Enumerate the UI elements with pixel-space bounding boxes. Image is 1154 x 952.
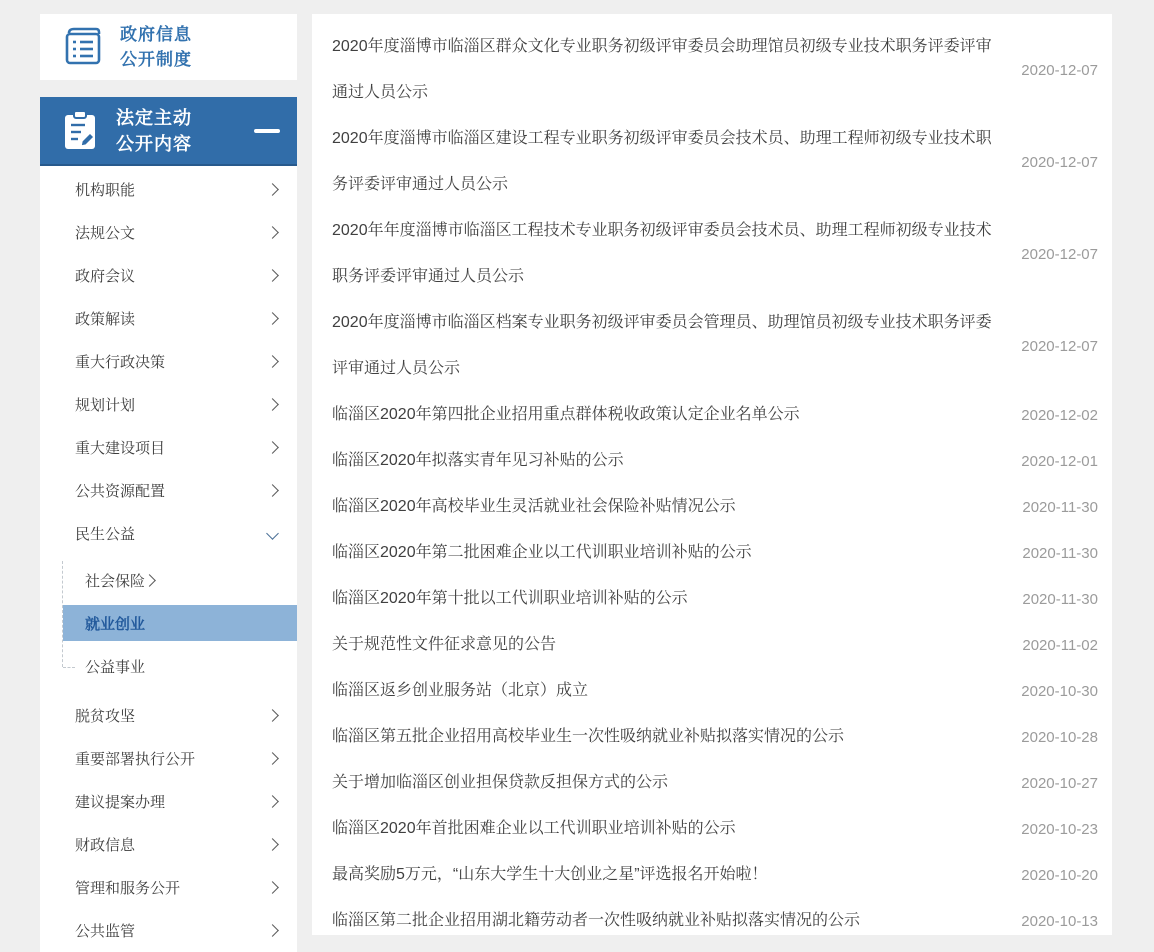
article-link[interactable]: 2020年度淄博市临淄区档案专业职务初级评审委员会管理员、助理馆员初级专业技术职务评委评审通过人员公示: [332, 314, 992, 377]
chevron-right-icon: [143, 574, 156, 587]
sidebar-item-13[interactable]: [40, 823, 297, 866]
article-date: 2020-12-07: [1021, 153, 1098, 171]
article-link[interactable]: 关于增加临淄区创业担保贷款反担保方式的公示: [332, 774, 669, 791]
article-row-10: [332, 622, 1098, 668]
article-link[interactable]: 临淄区2020年拟落实青年见习补贴的公示: [332, 452, 624, 469]
sidebar-item-label: 政府会议: [75, 268, 136, 285]
article-row-11: [332, 668, 1098, 714]
article-link[interactable]: 关于规范性文件征求意见的公告: [332, 636, 557, 653]
chevron-right-icon: [266, 881, 279, 894]
article-row-4: [332, 300, 1098, 392]
sidebar-item-9[interactable]: [40, 512, 297, 555]
sidebar-item-label: 政策解读: [75, 311, 136, 328]
article-link[interactable]: 2020年度淄博市临淄区群众文化专业职务初级评审委员会助理馆员初级专业技术职务评委评审通过人员公示: [332, 38, 992, 101]
article-date: 2020-11-30: [1022, 544, 1098, 562]
article-row-13: [332, 760, 1098, 806]
article-date: 2020-12-07: [1021, 337, 1098, 355]
chevron-down-icon: [266, 527, 279, 540]
article-link[interactable]: 临淄区第二批企业招用湖北籍劳动者一次性吸纳就业补贴拟落实情况的公示: [332, 912, 861, 929]
sidebar-menu: [40, 166, 297, 952]
article-link[interactable]: 临淄区2020年第四批企业招用重点群体税收政策认定企业名单公示: [332, 406, 800, 423]
article-row-8: [332, 530, 1098, 576]
chevron-right-icon: [266, 269, 279, 282]
sidebar-item-14[interactable]: [40, 866, 297, 909]
sidebar-item-1[interactable]: [40, 168, 297, 211]
article-row-14: [332, 806, 1098, 852]
article-link[interactable]: 临淄区第五批企业招用高校毕业生一次性吸纳就业补贴拟落实情况的公示: [332, 728, 845, 745]
sidebar-item-label: 法规公文: [75, 225, 136, 242]
sidebar-item-label: 公共监管: [75, 923, 136, 940]
article-row-6: [332, 438, 1098, 484]
sidebar-item-10[interactable]: [40, 694, 297, 737]
article-date: 2020-10-20: [1021, 866, 1098, 884]
sidebar-item-7[interactable]: [40, 426, 297, 469]
sidebar-item-15[interactable]: [40, 909, 297, 952]
article-date: 2020-10-23: [1021, 820, 1098, 838]
article-link[interactable]: 临淄区2020年高校毕业生灵活就业社会保险补贴情况公示: [332, 498, 736, 515]
article-row-15: [332, 852, 1098, 898]
sidebar-item-5[interactable]: [40, 340, 297, 383]
sidebar-subitem-label: 社会保险: [85, 573, 146, 590]
sidebar-item-4[interactable]: [40, 297, 297, 340]
sidebar-item-label: 重大建设项目: [75, 440, 166, 457]
chevron-right-icon: [266, 484, 279, 497]
sidebar-subitem-1[interactable]: [40, 559, 297, 602]
article-link[interactable]: 临淄区2020年首批困难企业以工代训职业培训补贴的公示: [332, 820, 736, 837]
minus-icon[interactable]: [254, 129, 280, 133]
document-list-icon: [59, 25, 105, 69]
label-line2: 公开制度: [120, 50, 192, 69]
info-disclosure-system-label: [120, 22, 192, 72]
article-row-3: [332, 208, 1098, 300]
article-date: 2020-10-28: [1021, 728, 1098, 746]
article-row-5: [332, 392, 1098, 438]
article-link[interactable]: 2020年年度淄博市临淄区工程技术专业职务初级评审委员会技术员、助理工程师初级专业技术职务评委评审通过人员公示: [332, 222, 992, 285]
article-date: 2020-11-02: [1022, 636, 1098, 654]
sidebar-item-label: 公共资源配置: [75, 483, 166, 500]
article-link[interactable]: 临淄区2020年第二批困难企业以工代训职业培训补贴的公示: [332, 544, 752, 561]
sidebar-item-11[interactable]: [40, 737, 297, 780]
clipboard-pencil-icon: [59, 108, 101, 154]
article-date: 2020-12-07: [1021, 61, 1098, 79]
article-date: 2020-10-27: [1021, 774, 1098, 792]
chevron-right-icon: [266, 312, 279, 325]
label-line2: 公开内容: [116, 133, 192, 154]
article-row-7: [332, 484, 1098, 530]
sidebar-item-label: 规划计划: [75, 397, 136, 414]
article-date: 2020-10-13: [1021, 912, 1098, 930]
article-link[interactable]: 最高奖励5万元，“山东大学生十大创业之星”评选报名开始啦！: [332, 866, 768, 883]
sidebar-item-12[interactable]: [40, 780, 297, 823]
chevron-right-icon: [266, 924, 279, 937]
chevron-right-icon: [266, 752, 279, 765]
chevron-right-icon: [266, 355, 279, 368]
article-list: [312, 14, 1112, 935]
sidebar-item-label: 机构职能: [75, 182, 136, 199]
sidebar-subitem-3[interactable]: [40, 645, 297, 688]
sidebar-item-label: 管理和服务公开: [75, 880, 181, 897]
article-date: 2020-11-30: [1022, 590, 1098, 608]
article-row-9: [332, 576, 1098, 622]
chevron-right-icon: [266, 709, 279, 722]
sidebar-item-3[interactable]: [40, 254, 297, 297]
sidebar-subitem-label: 公益事业: [85, 659, 146, 676]
article-link[interactable]: 临淄区返乡创业服务站（北京）成立: [332, 682, 589, 699]
article-row-12: [332, 714, 1098, 760]
statutory-disclosure-label: [116, 105, 192, 157]
sidebar-subitem-label: 就业创业: [85, 615, 146, 633]
sidebar-item-6[interactable]: [40, 383, 297, 426]
article-row-16: [332, 898, 1098, 944]
statutory-disclosure-header[interactable]: [40, 97, 297, 166]
chevron-right-icon: [266, 795, 279, 808]
article-date: 2020-12-02: [1021, 406, 1098, 424]
label-line1: 法定主动: [116, 107, 192, 128]
sidebar-item-label: 财政信息: [75, 837, 136, 854]
chevron-right-icon: [266, 838, 279, 851]
chevron-right-icon: [266, 183, 279, 196]
article-date: 2020-12-01: [1021, 452, 1098, 470]
sidebar-item-label: 重要部署执行公开: [75, 751, 196, 768]
sidebar: [40, 14, 297, 952]
sidebar-item-label: 建议提案办理: [75, 794, 166, 811]
sidebar-item-label: 重大行政决策: [75, 354, 166, 371]
sidebar-item-label: 民生公益: [75, 526, 136, 543]
chevron-right-icon: [266, 398, 279, 411]
article-link[interactable]: 2020年度淄博市临淄区建设工程专业职务初级评审委员会技术员、助理工程师初级专业技术职务评委评审通过人员公示: [332, 130, 992, 193]
submenu: [40, 559, 297, 688]
sidebar-subitem-2[interactable]: [63, 605, 297, 641]
sidebar-item-label: 脱贫攻坚: [75, 708, 136, 725]
chevron-right-icon: [266, 441, 279, 454]
article-row-2: [332, 116, 1098, 208]
article-date: 2020-11-30: [1022, 498, 1098, 516]
chevron-right-icon: [266, 226, 279, 239]
sidebar-item-8[interactable]: [40, 469, 297, 512]
label-line1: 政府信息: [120, 25, 192, 44]
sidebar-item-2[interactable]: [40, 211, 297, 254]
info-disclosure-system-card[interactable]: [40, 14, 297, 80]
article-row-1: [332, 24, 1098, 116]
article-date: 2020-12-07: [1021, 245, 1098, 263]
article-date: 2020-10-30: [1021, 682, 1098, 700]
article-link[interactable]: 临淄区2020年第十批以工代训职业培训补贴的公示: [332, 590, 688, 607]
